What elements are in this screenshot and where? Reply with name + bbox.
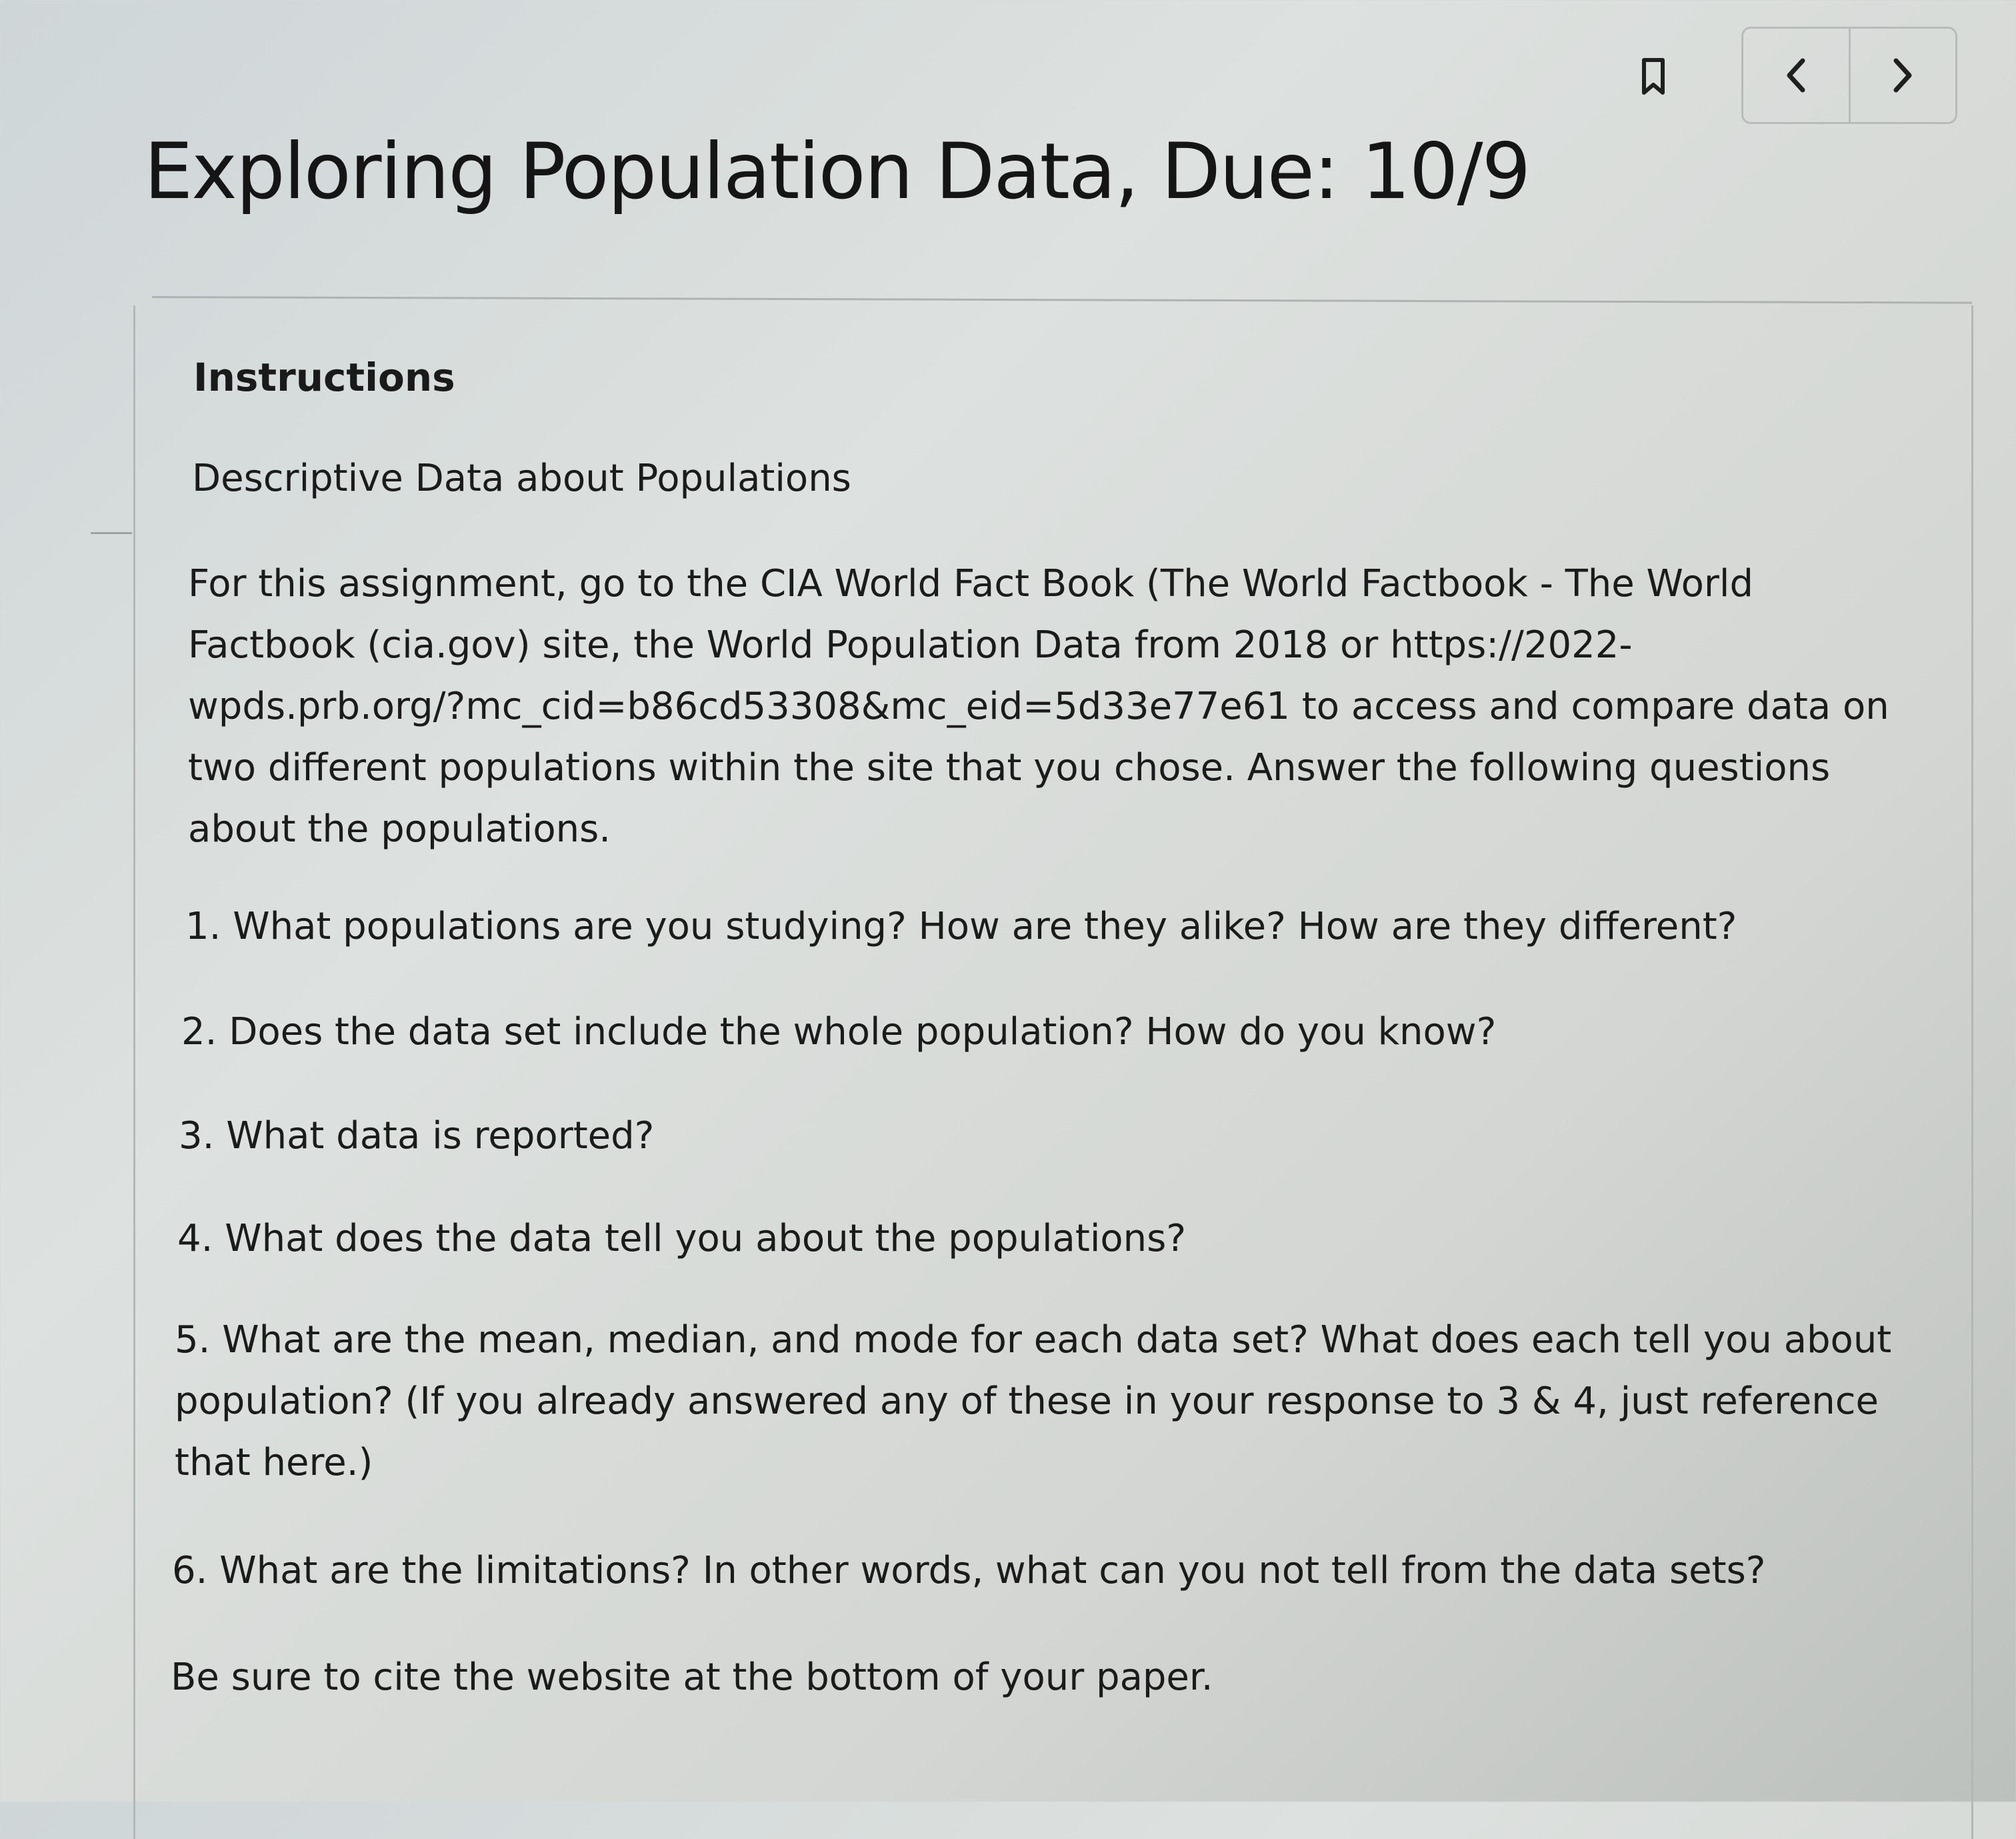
page-toolbar <box>1600 27 1960 127</box>
question-2: 2. Does the data set include the whole population? How do you know? <box>181 1010 1497 1054</box>
question-4: 4. What does the data tell you about the populations? <box>177 1217 1187 1260</box>
previous-page-button[interactable] <box>1743 29 1849 122</box>
question-3: 3. What data is reported? <box>179 1114 655 1158</box>
question-5 <box>175 1310 1891 1494</box>
closing-note: Be sure to cite the website at the bottom of your paper. <box>171 1656 1213 1699</box>
pager <box>1741 27 1957 124</box>
page-title: Exploring Population Data, Due: 10/9 <box>144 127 1530 217</box>
title-divider <box>152 296 1972 304</box>
bookmark-button[interactable] <box>1620 43 1687 110</box>
question-6: 6. What are the limitations? In other words, what can you not tell from the data sets? <box>172 1549 1766 1592</box>
instructions-subheading: Descriptive Data about Populations <box>192 457 851 500</box>
intro-line: about the populations. <box>188 807 611 851</box>
intro-line: For this assignment, go to the CIA World Fact Book (The World Factbook - The World <box>188 562 1754 605</box>
chevron-left-icon <box>1783 57 1809 94</box>
panel-edge-mark <box>91 532 132 534</box>
question-5-line: 5. What are the mean, median, and mode for each data set? What does each tell you about <box>175 1318 1892 1362</box>
next-page-button[interactable] <box>1849 29 1956 122</box>
chevron-right-icon <box>1889 57 1916 94</box>
intro-line: Factbook (cia.gov) site, the World Population Data from 2018 or https://2022- <box>188 623 1633 667</box>
question-5-line: population? (If you already answered any of these in your response to 3 & 4, just reference <box>175 1380 1879 1423</box>
intro-paragraph <box>188 553 1889 860</box>
content-panel <box>133 305 1973 1839</box>
question-5-line: that here.) <box>175 1441 373 1484</box>
intro-line: wpds.prb.org/?mc_cid=b86cd53308&mc_eid=5d33e77e61 to access and compare data on <box>188 685 1889 728</box>
question-1: 1. What populations are you studying? How are they alike? How are they different? <box>185 905 1737 948</box>
intro-line: two different populations within the site that you chose. Answer the following questions <box>188 746 1831 789</box>
instructions-heading: Instructions <box>193 355 455 400</box>
bookmark-icon <box>1641 58 1665 95</box>
